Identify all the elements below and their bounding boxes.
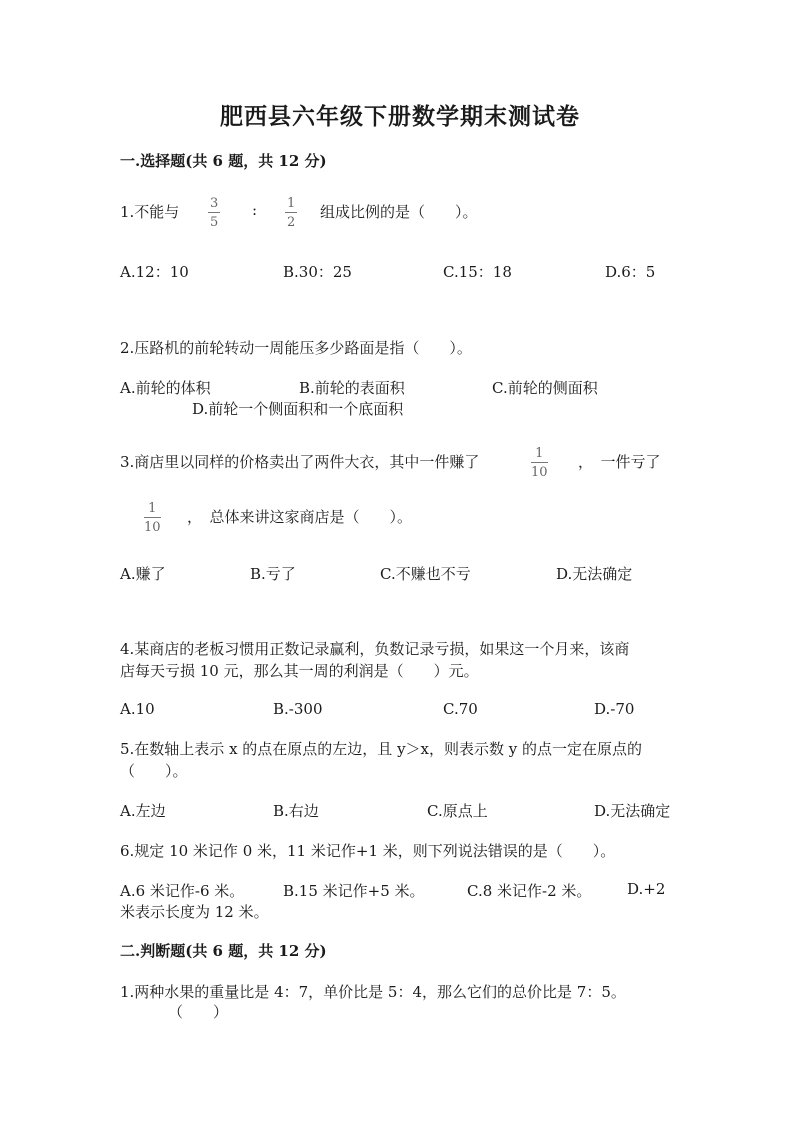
question-1-prefix: 1.不能与 — [120, 203, 180, 221]
ratio-colon: : — [252, 201, 258, 219]
option-a: A.10 — [120, 700, 155, 718]
answer-parentheses: （ ） — [168, 1003, 229, 1021]
option-c: C.8 米记作-2 米。 — [467, 882, 592, 900]
fraction-3-5 — [208, 197, 220, 229]
option-d: D.前轮一个侧面积和一个底面积 — [192, 400, 404, 418]
section-heading-choice: 一.选择题(共 6 题，共 12 分) — [120, 152, 327, 170]
question-5-line2: （ ）。 — [120, 762, 188, 780]
option-a: A.6 米记作-6 米。 — [120, 882, 245, 900]
option-a: A.左边 — [120, 802, 166, 820]
option-d: D.6：5 — [605, 263, 656, 281]
question-5-line1: 5.在数轴上表示 x 的点在原点的左边，且 y＞x，则表示数 y 的点一定在原点的 — [120, 740, 643, 758]
option-a: A.前轮的体积 — [120, 379, 211, 397]
fraction-1-10 — [531, 447, 548, 479]
question-4-line2: 店每天亏损 10 元，那么其一周的利润是（ ）元。 — [120, 662, 479, 680]
option-b: B.15 米记作+5 米。 — [283, 882, 425, 900]
option-c: C.70 — [443, 700, 478, 718]
option-d: D.无法确定 — [556, 565, 633, 583]
fraction-denominator: 10 — [531, 465, 548, 480]
fraction-denominator: 5 — [210, 215, 219, 230]
fraction-1-2 — [285, 197, 297, 229]
question-2-text: 2.压路机的前轮转动一周能压多少路面是指（ ）。 — [120, 339, 472, 357]
option-a: A.赚了 — [120, 565, 166, 583]
fraction-numerator: 1 — [148, 501, 157, 516]
question-6-text: 6.规定 10 米记作 0 米，11 米记作+1 米，则下列说法错误的是（ ）。 — [120, 842, 616, 860]
question-1-suffix: 组成比例的是（ ）。 — [320, 203, 478, 221]
fraction-numerator: 1 — [287, 196, 296, 211]
question-3-line1-suffix: ， 一件亏了 — [578, 453, 661, 471]
option-b: B.30：25 — [283, 263, 352, 281]
option-c: C.原点上 — [427, 802, 488, 820]
option-c: C.不赚也不亏 — [380, 565, 471, 583]
fraction-denominator: 10 — [144, 520, 161, 535]
option-b: B.-300 — [273, 700, 323, 718]
option-c: C.前轮的侧面积 — [492, 379, 598, 397]
fraction-1-10 — [144, 502, 161, 534]
question-3-line1-prefix: 3.商店里以同样的价格卖出了两件大衣，其中一件赚了 — [120, 453, 480, 471]
option-c: C.15：18 — [443, 263, 512, 281]
section-heading-judgment: 二.判断题(共 6 题，共 12 分) — [120, 942, 327, 960]
judgment-question-1-text: 1.两种水果的重量比是 4：7，单价比是 5：4，那么它们的总价比是 7：5。 — [120, 983, 626, 1001]
option-d-continuation: 米表示长度为 12 米。 — [120, 903, 269, 921]
option-d: D.-70 — [594, 700, 635, 718]
question-3-line2: ， 总体来讲这家商店是（ ）。 — [187, 508, 413, 526]
option-d: D.无法确定 — [594, 802, 671, 820]
fraction-numerator: 1 — [535, 446, 544, 461]
fraction-denominator: 2 — [287, 215, 296, 230]
page-title: 肥西县六年级下册数学期末测试卷 — [220, 103, 580, 130]
question-4-line1: 4.某商店的老板习惯用正数记录赢利，负数记录亏损，如果这一个月来，该商 — [120, 640, 630, 658]
option-b: B.前轮的表面积 — [299, 379, 405, 397]
option-b: B.右边 — [273, 802, 319, 820]
option-d: D.+2 — [627, 880, 666, 898]
option-a: A.12：10 — [120, 263, 189, 281]
fraction-numerator: 3 — [210, 196, 219, 211]
option-b: B.亏了 — [250, 565, 296, 583]
